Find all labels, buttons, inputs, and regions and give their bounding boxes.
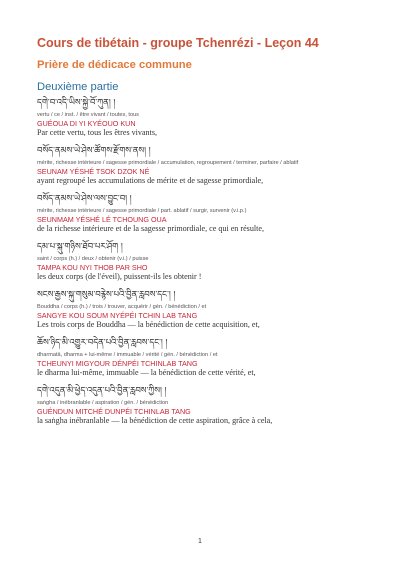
phonetic-line: TCHEUNYI MIGYOUR DÉNPÉI TCHINLAB TANG: [37, 359, 198, 368]
verse-block: [37, 96, 366, 138]
gloss-line: saṅgha / inébranlable / aspiration / gén. / bénédiction: [37, 400, 169, 406]
verse-block: [37, 192, 366, 234]
tibetan-line: དམ་པ་སྐུ་གཉིས་ཐོབ་པར་ཤོག །: [37, 242, 123, 252]
verse-block: [37, 336, 366, 378]
page-title: Cours de tibétain - groupe Tchenrézi - Leçon 44: [37, 36, 319, 50]
gloss-line: dharmatā, dharma + lui-même / immuable / vérité / gén. / bénédiction / et: [37, 352, 218, 358]
gloss-line: saint / corps (h.) / deux / obtenir (v.i.) / puisse: [37, 256, 149, 262]
tibetan-line: དགེ་འདུན་མི་ཕྱེད་འདུན་པའི་བྱིན་རླབས་ཀྱིས། །: [37, 386, 167, 396]
part-heading: Deuxième partie: [37, 81, 119, 93]
verse-block: [37, 144, 366, 186]
phonetic-line: SANGYE KOU SOUM NYÉPÉI TCHIN LAB TANG: [37, 311, 198, 320]
tibetan-line: སངས་རྒྱས་སྐུ་གསུམ་བརྙེས་པའི་བྱིན་རླབས་དང་། །: [37, 290, 176, 300]
tibetan-line: བསོད་ནམས་ཡེ་ཤེས་ལས་བྱུང་བ། །: [37, 194, 132, 204]
verse-block: [37, 384, 366, 426]
phonetic-line: GUÉOUA DI YI KYÉOUO KUN: [37, 119, 136, 128]
translation-line: les deux corps (de l'éveil), puissent-ils les obtenir !: [37, 272, 202, 281]
translation-line: la saṅgha inébranlable — la bénédiction de cette aspiration, grâce à cela,: [37, 416, 273, 425]
phonetic-line: SEUNMAM YÉSHÉ LÉ TCHOUNG OUA: [37, 215, 167, 224]
tibetan-line: ཆོས་ཉིད་མི་འགྱུར་བདེན་པའི་བྱིན་རླབས་དང་། །: [37, 338, 168, 348]
translation-line: ayant regroupé les accumulations de mérite et de sagesse primordiale,: [37, 176, 264, 185]
gloss-line: mérite, richesse intérieure / sagesse primordiale / accumulation, regroupement / terminer, parfaire / ablatif: [37, 160, 299, 166]
translation-line: Par cette vertu, tous les êtres vivants,: [37, 128, 158, 137]
phonetic-line: GUÉNDUN MITCHÉ DUNPÉI TCHINLAB TANG: [37, 407, 191, 416]
verse-block: [37, 240, 366, 282]
gloss-line: Bouddha / corps (h.) / trois / trouver, acquérir / gén. / bénédiction / et: [37, 304, 207, 310]
translation-line: le dharma lui-même, immuable — la bénédiction de cette vérité, et,: [37, 368, 256, 377]
tibetan-line: བསོད་ནམས་ཡེ་ཤེས་ཚོགས་རྫོགས་ནས། །: [37, 146, 151, 156]
translation-line: de la richesse intérieure et de la sagesse primordiale, ce qui en résulte,: [37, 224, 264, 233]
page-number: 1: [198, 538, 202, 545]
phonetic-line: TAMPA KOU NYI THOB PAR SHO: [37, 263, 148, 272]
section-heading: Prière de dédicace commune: [37, 59, 192, 71]
translation-line: Les trois corps de Bouddha — la bénédiction de cette acquisition, et,: [37, 320, 260, 329]
verse-block: [37, 288, 366, 330]
gloss-line: mérite, richesse intérieure / sagesse primordiale / part. ablatif / surgir, survenir (v.i.p.): [37, 208, 247, 214]
gloss-line: vertu / ce / inst. / être vivant / toutes, tous: [37, 112, 139, 118]
phonetic-line: SEUNAM YÉSHÉ TSOK DZOK NÉ: [37, 167, 150, 176]
tibetan-line: དགེ་བ་འདི་ཡིས་སྐྱེ་བོ་ཀུན། །: [37, 98, 116, 108]
